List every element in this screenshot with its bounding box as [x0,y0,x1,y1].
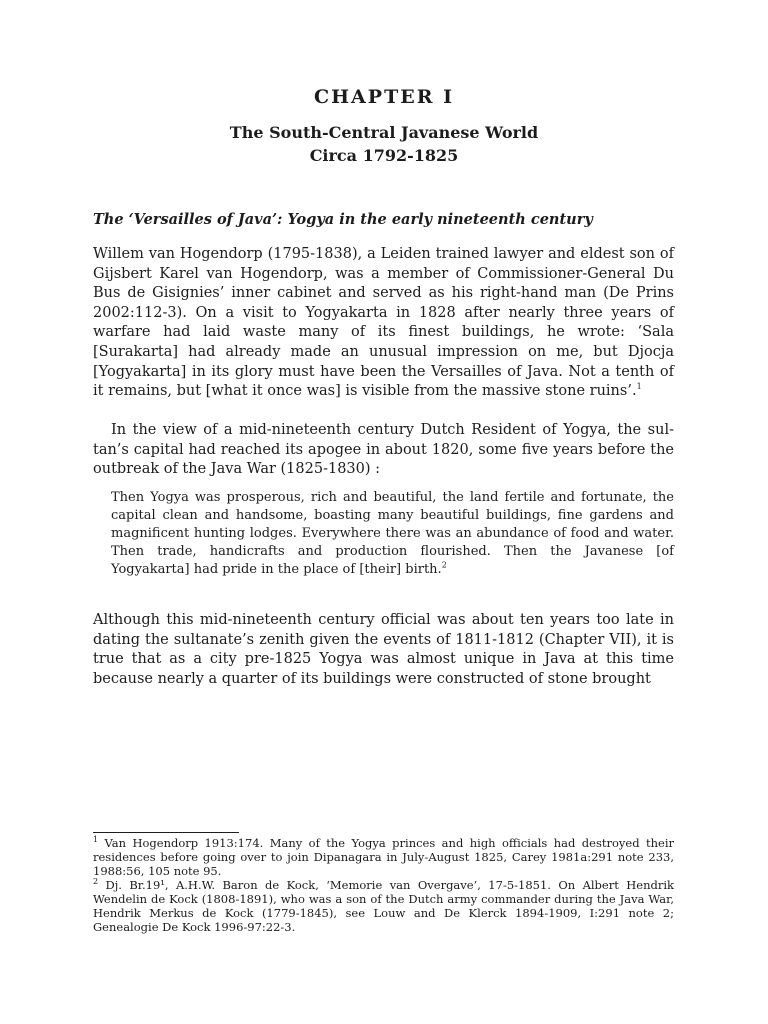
chapter-title-line-2: Circa 1792-1825 [309,146,459,165]
body-paragraph-1 [93,245,674,402]
footnote-2-marker: 2 [93,877,99,887]
footnotes [93,836,674,934]
chapter-title [0,121,768,167]
section-heading: The ‘Versailles of Java’: Yogya in the early nineteenth century [93,211,593,228]
footnote-1-marker: 1 [93,835,99,845]
body-paragraph-3: Although this mid-nineteenth century official was about ten years too late in dating the sultanate’s zenith given the events of 1811-1812 (Chapter VII), it is true that as a city pre-1825 Yogya was almost unique in Java at this time because nearly a quarter of its buildings were constructed of stone brought [93,612,674,687]
paragraph-1-text: Willem van Hogendorp (1795-1838), a Leiden trained lawyer and eldest son of Gijsbert Karel van Hogendorp, was a member of Commissioner-General Du Bus de Gisignies’ inner cabinet and served as his right-hand man (De Prins 2002:112-3). On a visit to Yogyakarta in 1828 after nearly three years of warfare had laid waste many of its finest buildings, he wrote: ‘Sala [Surakarta] had already made an unusual impression on me, but Djocja [Yogyakarta] in its glory must have been the Versailles of Java. Not a tenth of it remains, but [what it once was] is visible from the massive stone ruins’. [93,246,674,400]
footnote-ref-2: 2 [441,560,447,570]
footnote-1 [93,836,674,878]
body-paragraph-2: In the view of a mid-nineteenth century Dutch Resident of Yogya, the sul- tan’s capital had reached its apogee in about 1820, some five years before the outbreak of the Java War (1825-1830) : [93,422,674,478]
block-quote-text: Then Yogya was prosperous, rich and beautiful, the land fertile and fortunate, the capital clean and handsome, boasting many beautiful buildings, fine gardens and magnificent hunting lodges. Everywhere there was an abundance of food and water. Then trade, handicrafts and production flourished. Then the Javanese [of Yogyakarta] had pride in the place of [their] birth. [111,490,674,577]
block-quote [111,489,674,579]
chapter-title-line-1: The South-Central Javanese World [229,123,539,142]
footnote-1-text: Van Hogendorp 1913:174. Many of the Yogya princes and high officials had destroyed their residences before going over to join Dipanagara in July-August 1825, Carey 1981a:291 note 233, 1988:56, 105 note 95. [93,836,674,878]
footnote-2-text: Dj. Br.19¹, A.H.W. Baron de Kock, ‘Memorie van Overgave’, 17-5-1851. On Albert Hendrik Wendelin de Kock (1808-1891), who was a son of the Dutch army commander during the Java War, Hendrik Merkus de Kock (1779-1845), see Louw and De Klerck 1894-1909, I:291 note 2; Genealogie De Kock 1996-97:22-3. [93,878,674,934]
footnote-2 [93,878,674,934]
chapter-number: CHAPTER I [313,86,454,108]
footnote-separator [93,832,239,833]
footnote-ref-1: 1 [636,382,642,392]
